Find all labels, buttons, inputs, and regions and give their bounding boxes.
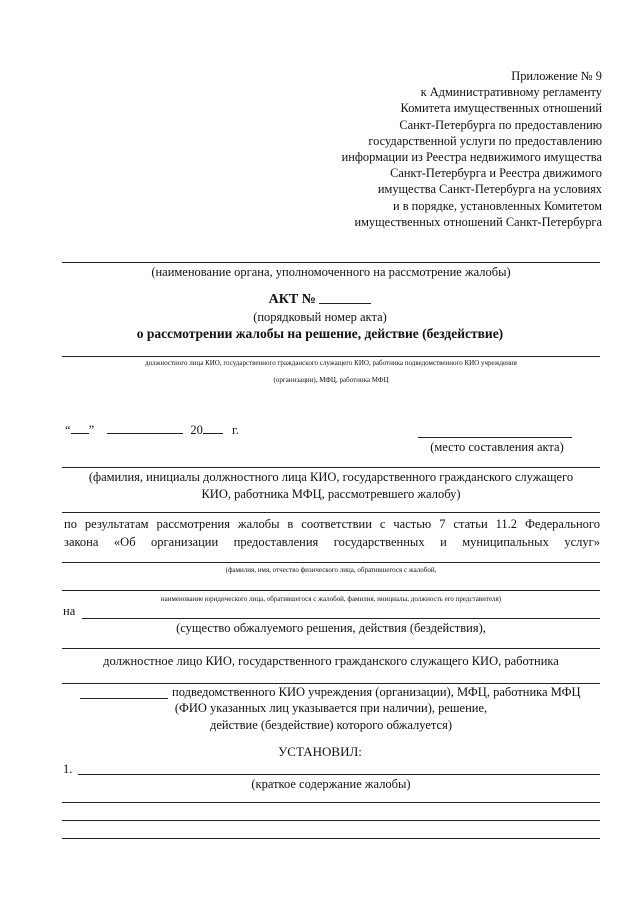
official-caption-1: должностного лица КИО, государственного гражданского служащего КИО, работника подведомственного КИО учреждения — [145, 359, 517, 367]
appendix-line: государственной услуги по предоставлению — [368, 133, 602, 148]
appendix-line: Санкт-Петербурга и Реестра движимого — [390, 166, 602, 181]
appendix-line: и в порядке, установленных Комитетом — [393, 198, 602, 213]
item-number: 1. — [63, 762, 73, 776]
act-subtitle: о рассмотрении жалобы на решение, действие (бездействие) — [136, 326, 504, 341]
appendix-block — [262, 68, 602, 230]
official-line-top — [62, 648, 600, 649]
basis-line-2: закона «Об организации предоставления государственных и муниципальных услуг» — [64, 535, 600, 549]
appendix-line: имущества Санкт-Петербурга на условиях — [377, 182, 602, 197]
basis-top-line — [62, 512, 600, 513]
reviewer-caption-2: КИО, работника МФЦ, рассмотревшего жалобу) — [201, 487, 461, 501]
act-title: АКТ № — [268, 292, 316, 307]
subordinate-line-text: подведомственного КИО учреждения (организации), МФЦ, работника МФЦ — [172, 685, 581, 699]
appendix-line: имущественных отношений Санкт-Петербурга — [354, 214, 602, 229]
summary-fill-line[interactable] — [62, 820, 600, 821]
essence-fill-line[interactable] — [82, 618, 600, 619]
fio-line-1: (ФИО указанных лиц указывается при наличии), решение, — [174, 701, 488, 715]
appendix-line: Комитета имущественных отношений — [400, 101, 602, 116]
organ-caption: (наименование органа, уполномоченного на рассмотрение жалобы) — [151, 265, 511, 279]
official-fill-line[interactable] — [62, 356, 600, 357]
date-year-suffix: г. — [232, 423, 239, 437]
date-quote-open: “ — [65, 423, 71, 437]
fio-line-2: действие (бездействие) которого обжалуется) — [210, 718, 452, 732]
appendix-line: Санкт-Петербурга по предоставлению — [399, 117, 602, 132]
official-fill-line-2[interactable] — [62, 683, 600, 684]
summary-caption: (краткое содержание жалобы) — [251, 777, 411, 791]
subordinate-fill-line[interactable] — [80, 698, 168, 699]
act-number-caption: (порядковый номер акта) — [253, 310, 387, 324]
act-number-field[interactable] — [319, 303, 371, 304]
applicant-fill-line[interactable] — [62, 562, 600, 563]
appendix-line: Приложение № 9 — [511, 69, 602, 83]
date-day-field[interactable] — [71, 433, 89, 434]
applicant-caption: (фамилия, имя, отчество физического лица, обратившегося с жалобой, — [225, 566, 437, 574]
official-line-text: должностное лицо КИО, государственного гражданского служащего КИО, работника — [103, 654, 559, 668]
appendix-line: информации из Реестра недвижимого имущества — [341, 150, 602, 165]
appendix-line: к Административному регламенту — [420, 85, 602, 100]
official-caption-2: (организации), МФЦ, работника МФЦ — [273, 376, 389, 384]
legal-entity-fill-line[interactable] — [62, 590, 600, 591]
date-quote-close: ” — [88, 423, 95, 437]
summary-fill-line[interactable] — [62, 802, 600, 803]
on-label: на — [63, 604, 76, 618]
reviewer-fill-line[interactable] — [62, 467, 600, 468]
date-year-prefix: 20 — [190, 423, 203, 437]
act-title-row — [0, 292, 640, 308]
established-heading: УСТАНОВИЛ: — [278, 744, 362, 759]
place-caption: (место составления акта) — [430, 440, 564, 454]
basis-line-1: по результатам рассмотрения жалобы в соответствии с частью 7 статьи 11.2 Федерального — [64, 517, 600, 531]
place-fill-line[interactable] — [418, 437, 572, 438]
summary-fill-line[interactable] — [62, 838, 600, 839]
essence-caption: (существо обжалуемого решения, действия (бездействия), — [176, 621, 486, 635]
date-year-field[interactable] — [203, 433, 223, 434]
item-1-fill-line[interactable] — [78, 774, 600, 775]
legal-entity-caption: наименование юридического лица, обратившегося с жалобой, фамилия, инициалы, должность его представителя) — [160, 595, 502, 603]
reviewer-caption-1: (фамилия, инициалы должностного лица КИО, государственного гражданского служащего — [88, 470, 574, 484]
date-month-field[interactable] — [107, 433, 183, 434]
date-row — [65, 423, 239, 438]
organ-fill-line[interactable] — [62, 262, 600, 263]
